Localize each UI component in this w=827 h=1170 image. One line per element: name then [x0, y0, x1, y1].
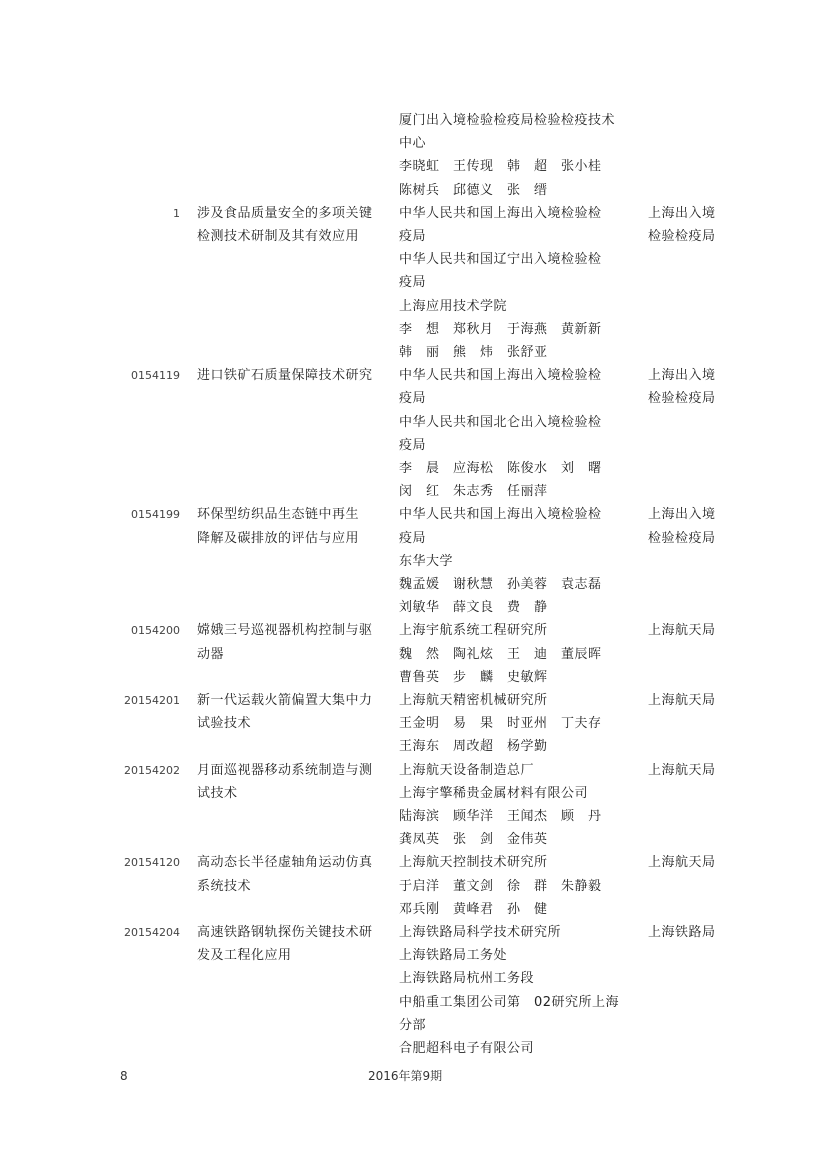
- recommender-line: 上海铁路局: [648, 925, 716, 940]
- recommender-line: 检验检疫局: [648, 229, 716, 244]
- recommender-line: 上海出入境: [648, 206, 716, 221]
- unit-or-author-line: 分部: [399, 1018, 427, 1033]
- unit-or-author-line: 中华人民共和国辽宁出入境检验检: [399, 252, 602, 267]
- unit-or-author-line: 于启洋 董文剑 徐 群 朱静毅: [399, 879, 602, 894]
- unit-or-author-line: 中心: [399, 136, 427, 151]
- unit-or-author-line: 上海铁路局工务处: [399, 948, 508, 963]
- unit-or-author-line: 魏孟媛 谢秋慧 孙美蓉 袁志磊: [399, 577, 602, 592]
- recommender-line: 上海出入境: [648, 507, 716, 522]
- unit-or-author-line: 闵 红 朱志秀 任丽萍: [399, 484, 548, 499]
- project-title-line: 试技术: [197, 786, 238, 801]
- unit-or-author-line: 疫局: [399, 438, 427, 453]
- unit-or-author-line: 魏 然 陶礼炫 王 迪 董辰晖: [399, 647, 602, 662]
- unit-or-author-line: 上海航天控制技术研究所: [399, 855, 548, 870]
- unit-or-author-line: 王金明 易 果 时亚州 丁夫存: [399, 716, 602, 731]
- recommender-line: 上海出入境: [648, 368, 716, 383]
- unit-or-author-line: 东华大学: [399, 554, 454, 569]
- unit-or-author-line: 合肥超科电子有限公司: [399, 1041, 535, 1056]
- entry-number: 20154202: [124, 764, 180, 777]
- unit-or-author-line: 中华人民共和国上海出入境检验检: [399, 368, 602, 383]
- entry-number: 20154201: [124, 694, 180, 707]
- entry-number: 20154120: [124, 856, 180, 869]
- project-title-line: 高速铁路钢轨探伤关键技术研: [197, 925, 373, 940]
- unit-or-author-line: 上海铁路局杭州工务段: [399, 971, 535, 986]
- project-title-line: 月面巡视器移动系统制造与测: [197, 763, 373, 778]
- unit-or-author-line: 疫局: [399, 531, 427, 546]
- recommender-line: 检验检疫局: [648, 391, 716, 406]
- project-title-line: 系统技术: [197, 879, 252, 894]
- unit-or-author-line: 上海宇航系统工程研究所: [399, 623, 548, 638]
- entry-number: 0154119: [131, 369, 180, 382]
- unit-or-author-line: 刘敏华 薛文良 费 静: [399, 600, 548, 615]
- unit-or-author-line: 陆海滨 顾华洋 王闻杰 顾 丹: [399, 809, 602, 824]
- unit-or-author-line: 上海铁路局科学技术研究所: [399, 925, 562, 940]
- unit-or-author-line: 疫局: [399, 275, 427, 290]
- unit-or-author-line: 李 晨 应海松 陈俊水 刘 曙: [399, 461, 602, 476]
- entry-number: 0154200: [131, 624, 180, 637]
- footer-issue: 2016年第9期: [368, 1069, 443, 1083]
- project-title-line: 动器: [197, 647, 225, 662]
- project-title-line: 环保型纺织品生态链中再生: [197, 507, 360, 522]
- unit-or-author-line: 龚凤英 张 剑 金伟英: [399, 832, 548, 847]
- entry-number: 1: [173, 207, 180, 220]
- unit-or-author-line: 中华人民共和国北仑出入境检验检: [399, 415, 602, 430]
- recommender-line: 上海航天局: [648, 693, 716, 708]
- unit-or-author-line: 中船重工集团公司第 02研究所上海: [399, 995, 620, 1010]
- project-title-line: 高动态长半径虚轴角运动仿真: [197, 855, 373, 870]
- recommender-line: 上海航天局: [648, 763, 716, 778]
- project-title-line: 新一代运载火箭偏置大集中力: [197, 693, 373, 708]
- unit-or-author-line: 陈树兵 邱德义 张 缙: [399, 183, 548, 198]
- footer-page-number: 8: [120, 1069, 128, 1083]
- unit-or-author-line: 曹鲁英 步 麟 史敏辉: [399, 670, 548, 685]
- unit-or-author-line: 疫局: [399, 229, 427, 244]
- unit-or-author-line: 李晓虹 王传现 韩 超 张小桂: [399, 159, 602, 174]
- entry-number: 0154199: [131, 508, 180, 521]
- recommender-line: 检验检疫局: [648, 531, 716, 546]
- unit-or-author-line: 疫局: [399, 391, 427, 406]
- project-title-line: 涉及食品质量安全的多项关键: [197, 206, 373, 221]
- project-title-line: 试验技术: [197, 716, 252, 731]
- recommender-line: 上海航天局: [648, 623, 716, 638]
- unit-or-author-line: 中华人民共和国上海出入境检验检: [399, 507, 602, 522]
- project-title-line: 进口铁矿石质量保障技术研究: [197, 368, 373, 383]
- unit-or-author-line: 邓兵刚 黄峰君 孙 健: [399, 902, 548, 917]
- project-title-line: 检测技术研制及其有效应用: [197, 229, 360, 244]
- unit-or-author-line: 中华人民共和国上海出入境检验检: [399, 206, 602, 221]
- unit-or-author-line: 王海东 周改超 杨学勤: [399, 739, 548, 754]
- project-title-line: 发及工程化应用: [197, 948, 292, 963]
- project-title-line: 嫦娥三号巡视器机构控制与驱: [197, 623, 373, 638]
- unit-or-author-line: 上海航天设备制造总厂: [399, 763, 535, 778]
- project-title-line: 降解及碳排放的评估与应用: [197, 531, 360, 546]
- unit-or-author-line: 韩 丽 熊 炜 张舒亚: [399, 345, 548, 360]
- unit-or-author-line: 上海宇擎稀贵金属材料有限公司: [399, 786, 589, 801]
- entry-number: 20154204: [124, 926, 180, 939]
- unit-or-author-line: 李 想 郑秋月 于海燕 黄新新: [399, 322, 602, 337]
- unit-or-author-line: 上海航天精密机械研究所: [399, 693, 548, 708]
- recommender-line: 上海航天局: [648, 855, 716, 870]
- unit-or-author-line: 厦门出入境检验检疫局检验检疫技术: [399, 113, 616, 128]
- unit-or-author-line: 上海应用技术学院: [399, 299, 508, 314]
